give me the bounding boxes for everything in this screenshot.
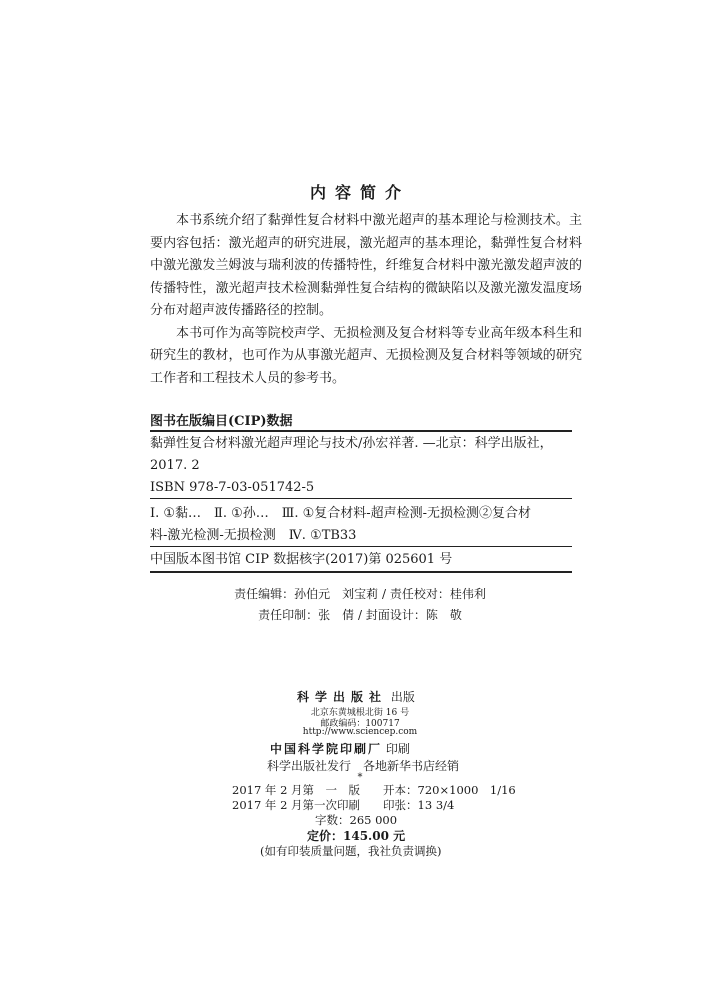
printer-name: 中国科学院印刷厂: [270, 742, 383, 756]
content-summary: [150, 210, 582, 390]
price: 定价：145.00 元: [307, 829, 406, 843]
page-title: 内容简介: [309, 183, 410, 202]
publisher-name: 科学出版社: [297, 690, 388, 704]
cip-title-line-1: 黏弹性复合材料激光超声理论与技术/孙宏祥著. —北京：科学出版社，: [150, 436, 553, 451]
cip-title-line-2: 2017. 2: [150, 458, 200, 473]
printing-line: 2017 年 2 月第一次印刷 印张：13 3/4: [232, 798, 455, 812]
editor-credits: 责任编辑：孙伯元 刘宝莉 / 责任校对：桂伟利: [234, 587, 486, 601]
publisher-postcode: 邮政编码：100717: [320, 719, 400, 729]
publisher-url: http://www.sciencep.com: [302, 727, 418, 737]
cip-top-rule: [150, 430, 572, 432]
cip-heading: 图书在版编目(CIP)数据: [150, 414, 293, 429]
publisher-line: [297, 688, 415, 705]
printer-line: [270, 740, 410, 757]
printer-action: 印刷: [385, 742, 410, 756]
quality-note: (如有印装质量问题，我社负责调换): [260, 844, 442, 858]
cip-classification-1: Ⅰ. ①黏… Ⅱ. ①孙… Ⅲ. ①复合材料-超声检测-无损检测②复合材: [150, 506, 532, 521]
publisher-action: 出版: [390, 690, 415, 704]
summary-paragraph-1: 本书系统介绍了黏弹性复合材料中激光超声的基本理论与检测技术。主要内容包括：激光超声的研究进展，激光超声的基本理论，黏弹性复合材料中激光激发兰姆波与瑞利波的传播特性，纤维复合材料中激光激发超声波的传播特性，激光超声技术检测黏弹性复合结构的微缺陷以及激光激发温度场分布对超声波传播路径的控制。: [150, 213, 582, 318]
publisher-address: 北京东黄城根北街 16 号: [310, 708, 410, 718]
cip-classification-2: 料-激光检测-无损检测 Ⅳ. ①TB33: [150, 528, 357, 543]
cip-mid-rule: [150, 498, 572, 499]
edition-line: 2017 年 2 月第 一 版 开本：720×1000 1/16: [232, 783, 516, 797]
word-count: 字数：265 000: [315, 813, 398, 827]
summary-paragraph-2: 本书可作为高等院校声学、无损检测及复合材料等专业高年级本科生和研究生的教材，也可作为从事激光超声、无损检测及复合材料等领域的研究工作者和工程技术人员的参考书。: [150, 325, 582, 386]
cip-bottom-rule: [150, 571, 572, 573]
production-credits: 责任印制：张 倩 / 封面设计：陈 敬: [258, 608, 462, 622]
separator-star: *: [357, 772, 363, 783]
cip-isbn: ISBN 978-7-03-051742-5: [150, 480, 315, 495]
distribution-line: 科学出版社发行 各地新华书店经销: [267, 759, 460, 773]
cip-lower-rule: [150, 546, 572, 547]
cip-library-number: 中国版本图书馆 CIP 数据核字(2017)第 025601 号: [150, 552, 453, 567]
